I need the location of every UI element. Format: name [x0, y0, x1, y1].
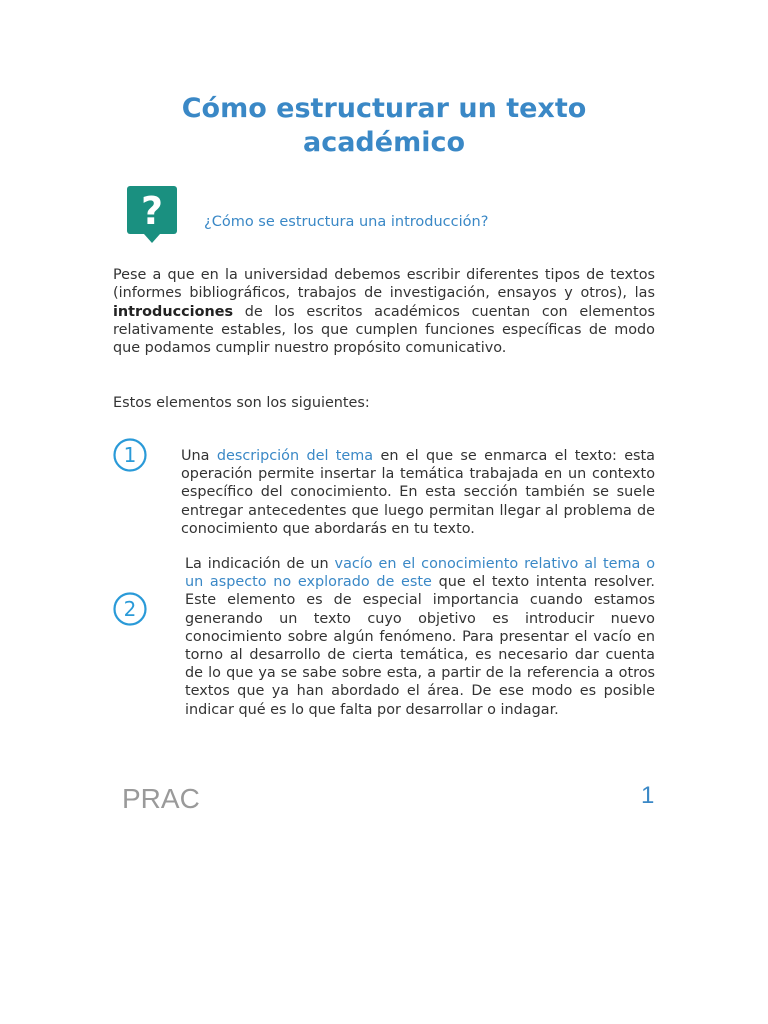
page-title: Cómo estructurar un texto académico [181, 93, 587, 158]
paragraph-text-1: Pese a que en la universidad debemos escribir diferentes tipos de textos (informes bibliográficos, trabajos de investigación, ensayos y otros), las [113, 267, 655, 302]
item-1-highlight: descripción del tema [216, 448, 374, 464]
number-1-circle-icon [112, 437, 148, 473]
step-number-1: 1 [123, 443, 137, 467]
item-1-post: en el que se enmarca el texto: esta operación permite insertar la temática trabajada en un contexto específico del conocimiento. En esta sección también se suele entregar antecedentes que luego permitan llegar al problema de conocimiento que abordarás en tu texto. [181, 448, 656, 537]
item-2-pre: La indicación de un [185, 556, 335, 572]
item-2-highlight: vacío en el conocimiento relativo al tema o un aspecto no explorado de este [185, 556, 655, 591]
number-2-circle-icon [112, 591, 148, 627]
list-item [185, 555, 655, 719]
list-intro: Estos elementos son los siguientes: [113, 395, 370, 411]
list-item [181, 447, 655, 538]
footer-label: PRAC [122, 783, 200, 814]
intro-paragraph [113, 266, 655, 357]
page-number: 1 [641, 782, 655, 809]
paragraph-text-2: de los escritos académicos cuentan con elementos relativamente estables, los que cumplen funciones específicas de modo que podamos cumplir nuestro propósito comunicativo. [113, 303, 655, 357]
item-1-pre: Una [181, 448, 217, 464]
question-mark-speech-icon [126, 185, 178, 245]
paragraph-bold-term: introducciones [113, 303, 234, 320]
svg-text:?: ? [140, 189, 164, 233]
step-number-2: 2 [123, 597, 137, 621]
section-subtitle: ¿Cómo se estructura una introducción? [204, 214, 489, 230]
item-2-post: que el texto intenta resolver. Este elemento es de especial importancia cuando estamos generando un texto cuyo objetivo es introducir nuevo conocimiento sobre algún fenómeno. Para presentar el vacío en torno al desarrollo de cierta temática, es necesario dar cuenta de lo que ya se sabe sobre esta, a partir de la referencia a otros textos que ya han abordado el área. De ese modo es posible indicar qué es lo que falta por desarrollar o indagar. [185, 574, 656, 718]
